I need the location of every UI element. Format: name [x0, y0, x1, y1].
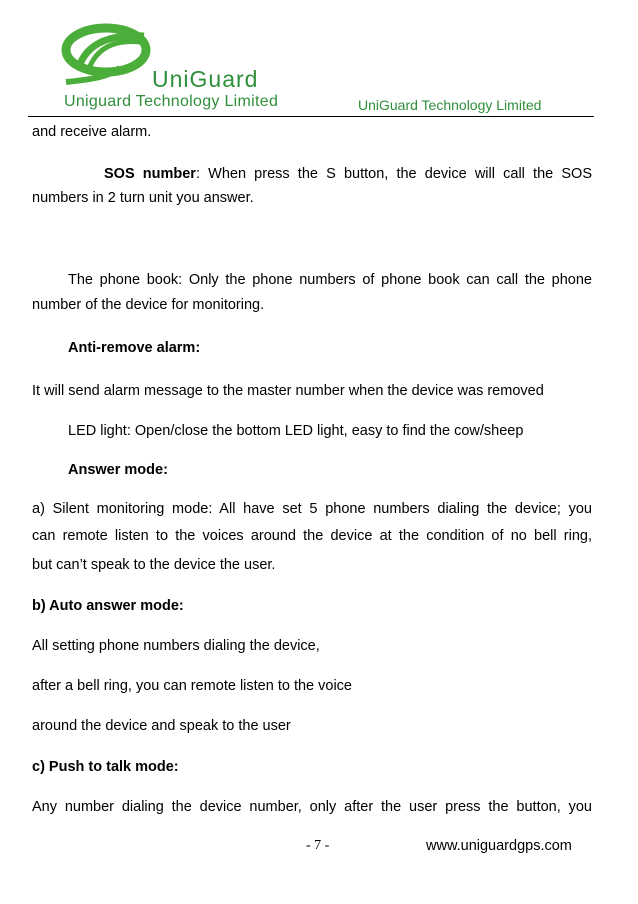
page-number: - 7 -: [306, 838, 330, 853]
text-line: It will send alarm message to the master number when the device was removed: [32, 383, 544, 399]
sos-label: SOS number: [104, 166, 196, 182]
sos-text: : When press the S button, the device will call the SOS: [195, 166, 592, 182]
uniguard-logo: [56, 20, 306, 112]
silent-line: but can’t speak to the device the user.: [32, 557, 276, 573]
silent-line: a) Silent monitoring mode: All have set 5 phone numbers dialing the device; you: [32, 501, 592, 517]
company-name-right: UniGuard Technology Limited: [358, 97, 542, 113]
text-line: and receive alarm.: [32, 124, 152, 140]
text-line: numbers in 2 turn unit you answer.: [32, 190, 254, 206]
anti-remove-heading: Anti-remove alarm:: [68, 340, 201, 356]
text-line: All setting phone numbers dialing the device,: [32, 638, 320, 654]
logo-emblem-icon: [56, 20, 166, 95]
sos-line: [104, 164, 592, 184]
footer-url: www.uniguardgps.com: [426, 838, 572, 854]
led-line: LED light: Open/close the bottom LED light, easy to find the cow/sheep: [68, 423, 524, 439]
company-name-left: Uniguard Technology Limited: [64, 93, 279, 110]
text-line: after a bell ring, you can remote listen to the voice: [32, 678, 352, 694]
brand-wordmark: UniGuard: [152, 66, 259, 92]
answer-mode-heading: Answer mode:: [68, 462, 168, 478]
auto-answer-heading: b) Auto answer mode:: [32, 598, 184, 614]
text-line: number of the device for monitoring.: [32, 297, 265, 313]
silent-line: can remote listen to the voices around the device at the condition of no bell ring,: [32, 528, 592, 544]
push-to-talk-heading: c) Push to talk mode:: [32, 759, 179, 775]
header-rule: [28, 116, 594, 117]
text-line: Any number dialing the device number, only after the user press the button, you: [32, 799, 592, 815]
phonebook-line: The phone book: Only the phone numbers of phone book can call the phone: [68, 272, 592, 288]
text-line: around the device and speak to the user: [32, 718, 291, 734]
